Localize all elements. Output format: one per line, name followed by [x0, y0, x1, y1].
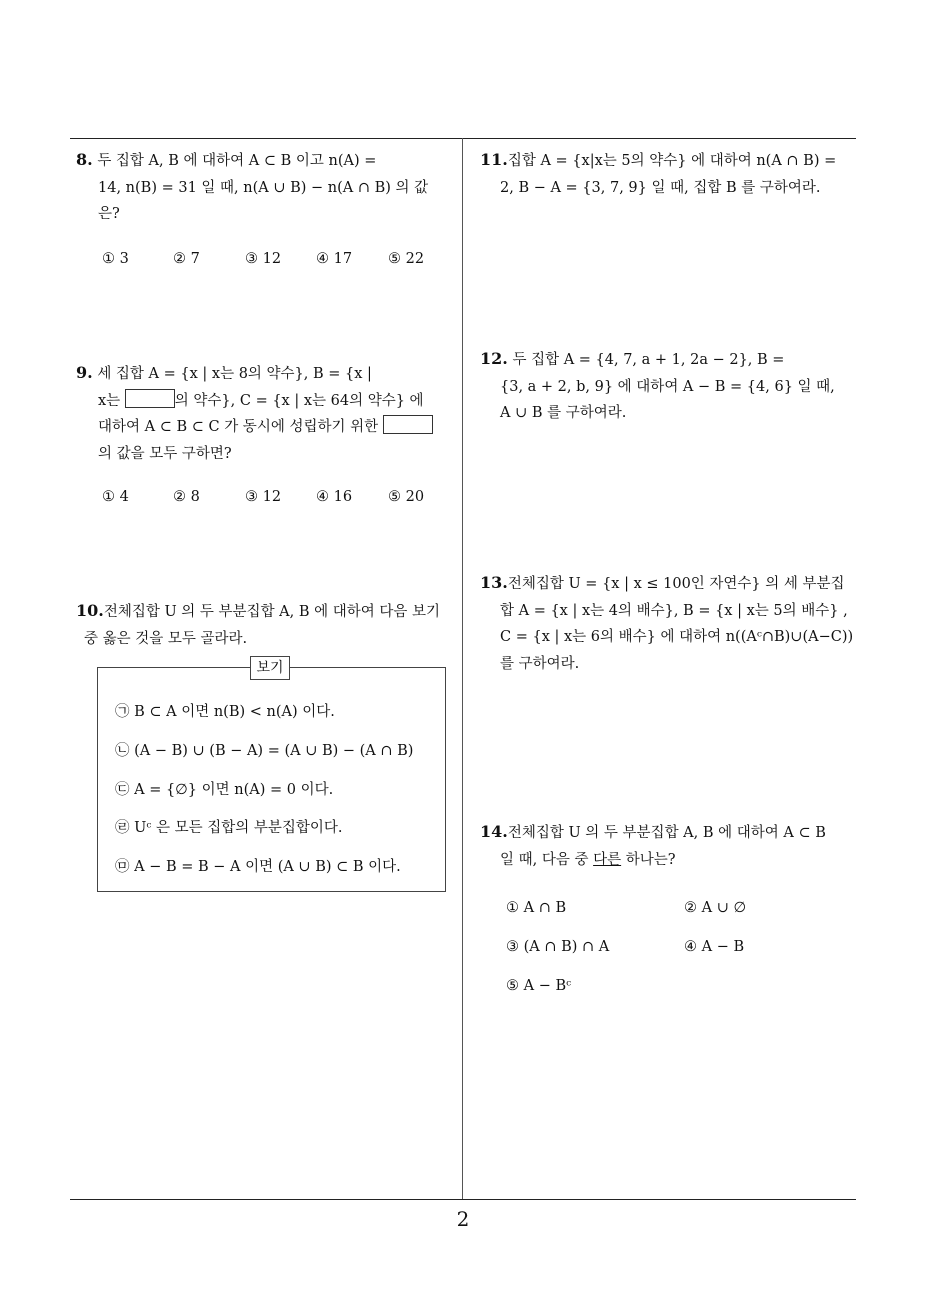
choice[interactable]: ④ 16: [316, 489, 353, 505]
question-13: [480, 570, 865, 677]
question-8: [76, 147, 456, 228]
example-item: ㉤ A − B = B − A 이면 (A ∪ B) ⊂ B 이다.: [115, 859, 401, 875]
question-text-line: 대하여 A ⊂ B ⊂ C 가 동시에 성립하기 위한: [98, 419, 379, 435]
choice[interactable]: ⑤ 22: [388, 251, 425, 267]
question-text-line: 두 집합 A = {4, 7, a + 1, 2a − 2}, B =: [512, 352, 785, 368]
question-text-line: 2, B − A = {3, 7, 9} 일 때, 집합 B 를 구하여라.: [500, 179, 821, 196]
question-text-line: 의 약수}, C = {x | x는 64의 약수} 에: [174, 392, 424, 409]
question-number: 10.: [76, 601, 104, 620]
bottom-rule: [70, 1199, 856, 1200]
example-item: ㉣ Uᶜ 은 모든 집합의 부분집합이다.: [115, 820, 343, 836]
question-text-line: 두 집합 A, B 에 대하여 A ⊂ B 이고 n(A) =: [97, 153, 377, 169]
question-text-line: 의 값을 모두 구하면?: [98, 445, 232, 462]
choice[interactable]: ② 7: [173, 251, 200, 267]
question-14: [480, 819, 865, 873]
question-text-line: {3, a + 2, b, 9} 에 대하여 A − B = {4, 6} 일 때,: [500, 378, 835, 395]
question-number: 9.: [76, 363, 93, 382]
question-text-line: A ∪ B 를 구하여라.: [500, 405, 627, 421]
example-box-title: 보기: [250, 656, 290, 680]
example-item: ㉢ A = {∅} 이면 n(A) = 0 이다.: [115, 782, 334, 798]
question-text-line: 를 구하여라.: [500, 655, 580, 672]
question-text-line: 은?: [98, 206, 120, 222]
example-item: ㉠ B ⊂ A 이면 n(B) < n(A) 이다.: [115, 704, 335, 720]
question-11: [480, 147, 865, 201]
question-text-line: C = {x | x는 6의 배수} 에 대하여 n((Aᶜ∩B)∪(A−C)): [500, 629, 854, 645]
question-text-line: x는: [98, 392, 121, 409]
choice[interactable]: ④ A − B: [684, 939, 745, 955]
question-number: 11.: [480, 150, 508, 169]
question-number: 14.: [480, 822, 508, 841]
answer-blank: [125, 389, 175, 408]
question-text-line: 14, n(B) = 31 일 때, n(A ∪ B) − n(A ∩ B) 의 값: [98, 179, 429, 196]
question-text-line: 중 옳은 것을 모두 골라라.: [84, 630, 248, 647]
choice[interactable]: ⑤ A − Bᶜ: [506, 978, 572, 994]
column-divider: [462, 138, 463, 1199]
question-text-line: 하나는?: [625, 851, 676, 868]
choice[interactable]: ① 3: [102, 251, 129, 267]
question-text-line: 전체집합 U 의 두 부분집합 A, B 에 대하여 다음 보기: [103, 604, 441, 620]
question-text-line: 세 집합 A = {x | x는 8의 약수}, B = {x |: [97, 366, 372, 382]
example-item: ㉡ (A − B) ∪ (B − A) = (A ∪ B) − (A ∩ B): [115, 743, 414, 759]
question-text-line: 집합 A = {x|x는 5의 약수} 에 대하여 n(A ∩ B) =: [507, 153, 837, 169]
question-text-line: 일 때, 다음 중: [500, 851, 589, 868]
question-number: 13.: [480, 573, 508, 592]
choice[interactable]: ① 4: [102, 489, 129, 505]
question-text-line: 합 A = {x | x는 4의 배수}, B = {x | x는 5의 배수} ,: [500, 602, 848, 619]
question-text-line: 전체집합 U 의 두 부분집합 A, B 에 대하여 A ⊂ B: [507, 825, 826, 841]
choice[interactable]: ③ 12: [245, 489, 282, 505]
choice[interactable]: ⑤ 20: [388, 489, 425, 505]
top-rule: [70, 138, 856, 139]
choice[interactable]: ① A ∩ B: [506, 900, 567, 916]
choice[interactable]: ③ 12: [245, 251, 282, 267]
answer-blank: [383, 415, 433, 434]
choice[interactable]: ② A ∪ ∅: [684, 900, 747, 916]
page-number: 2: [456, 1207, 470, 1231]
question-9: [76, 360, 456, 467]
question-text-line: 전체집합 U = {x | x ≤ 100인 자연수} 의 세 부분집: [507, 576, 845, 592]
choice[interactable]: ② 8: [173, 489, 200, 505]
choice[interactable]: ④ 17: [316, 251, 353, 267]
question-number: 12.: [480, 349, 508, 368]
question-number: 8.: [76, 150, 93, 169]
question-12: [480, 346, 865, 427]
choice[interactable]: ③ (A ∩ B) ∩ A: [506, 939, 610, 955]
question-10: [76, 598, 461, 652]
underlined-word: 다른: [593, 851, 622, 868]
